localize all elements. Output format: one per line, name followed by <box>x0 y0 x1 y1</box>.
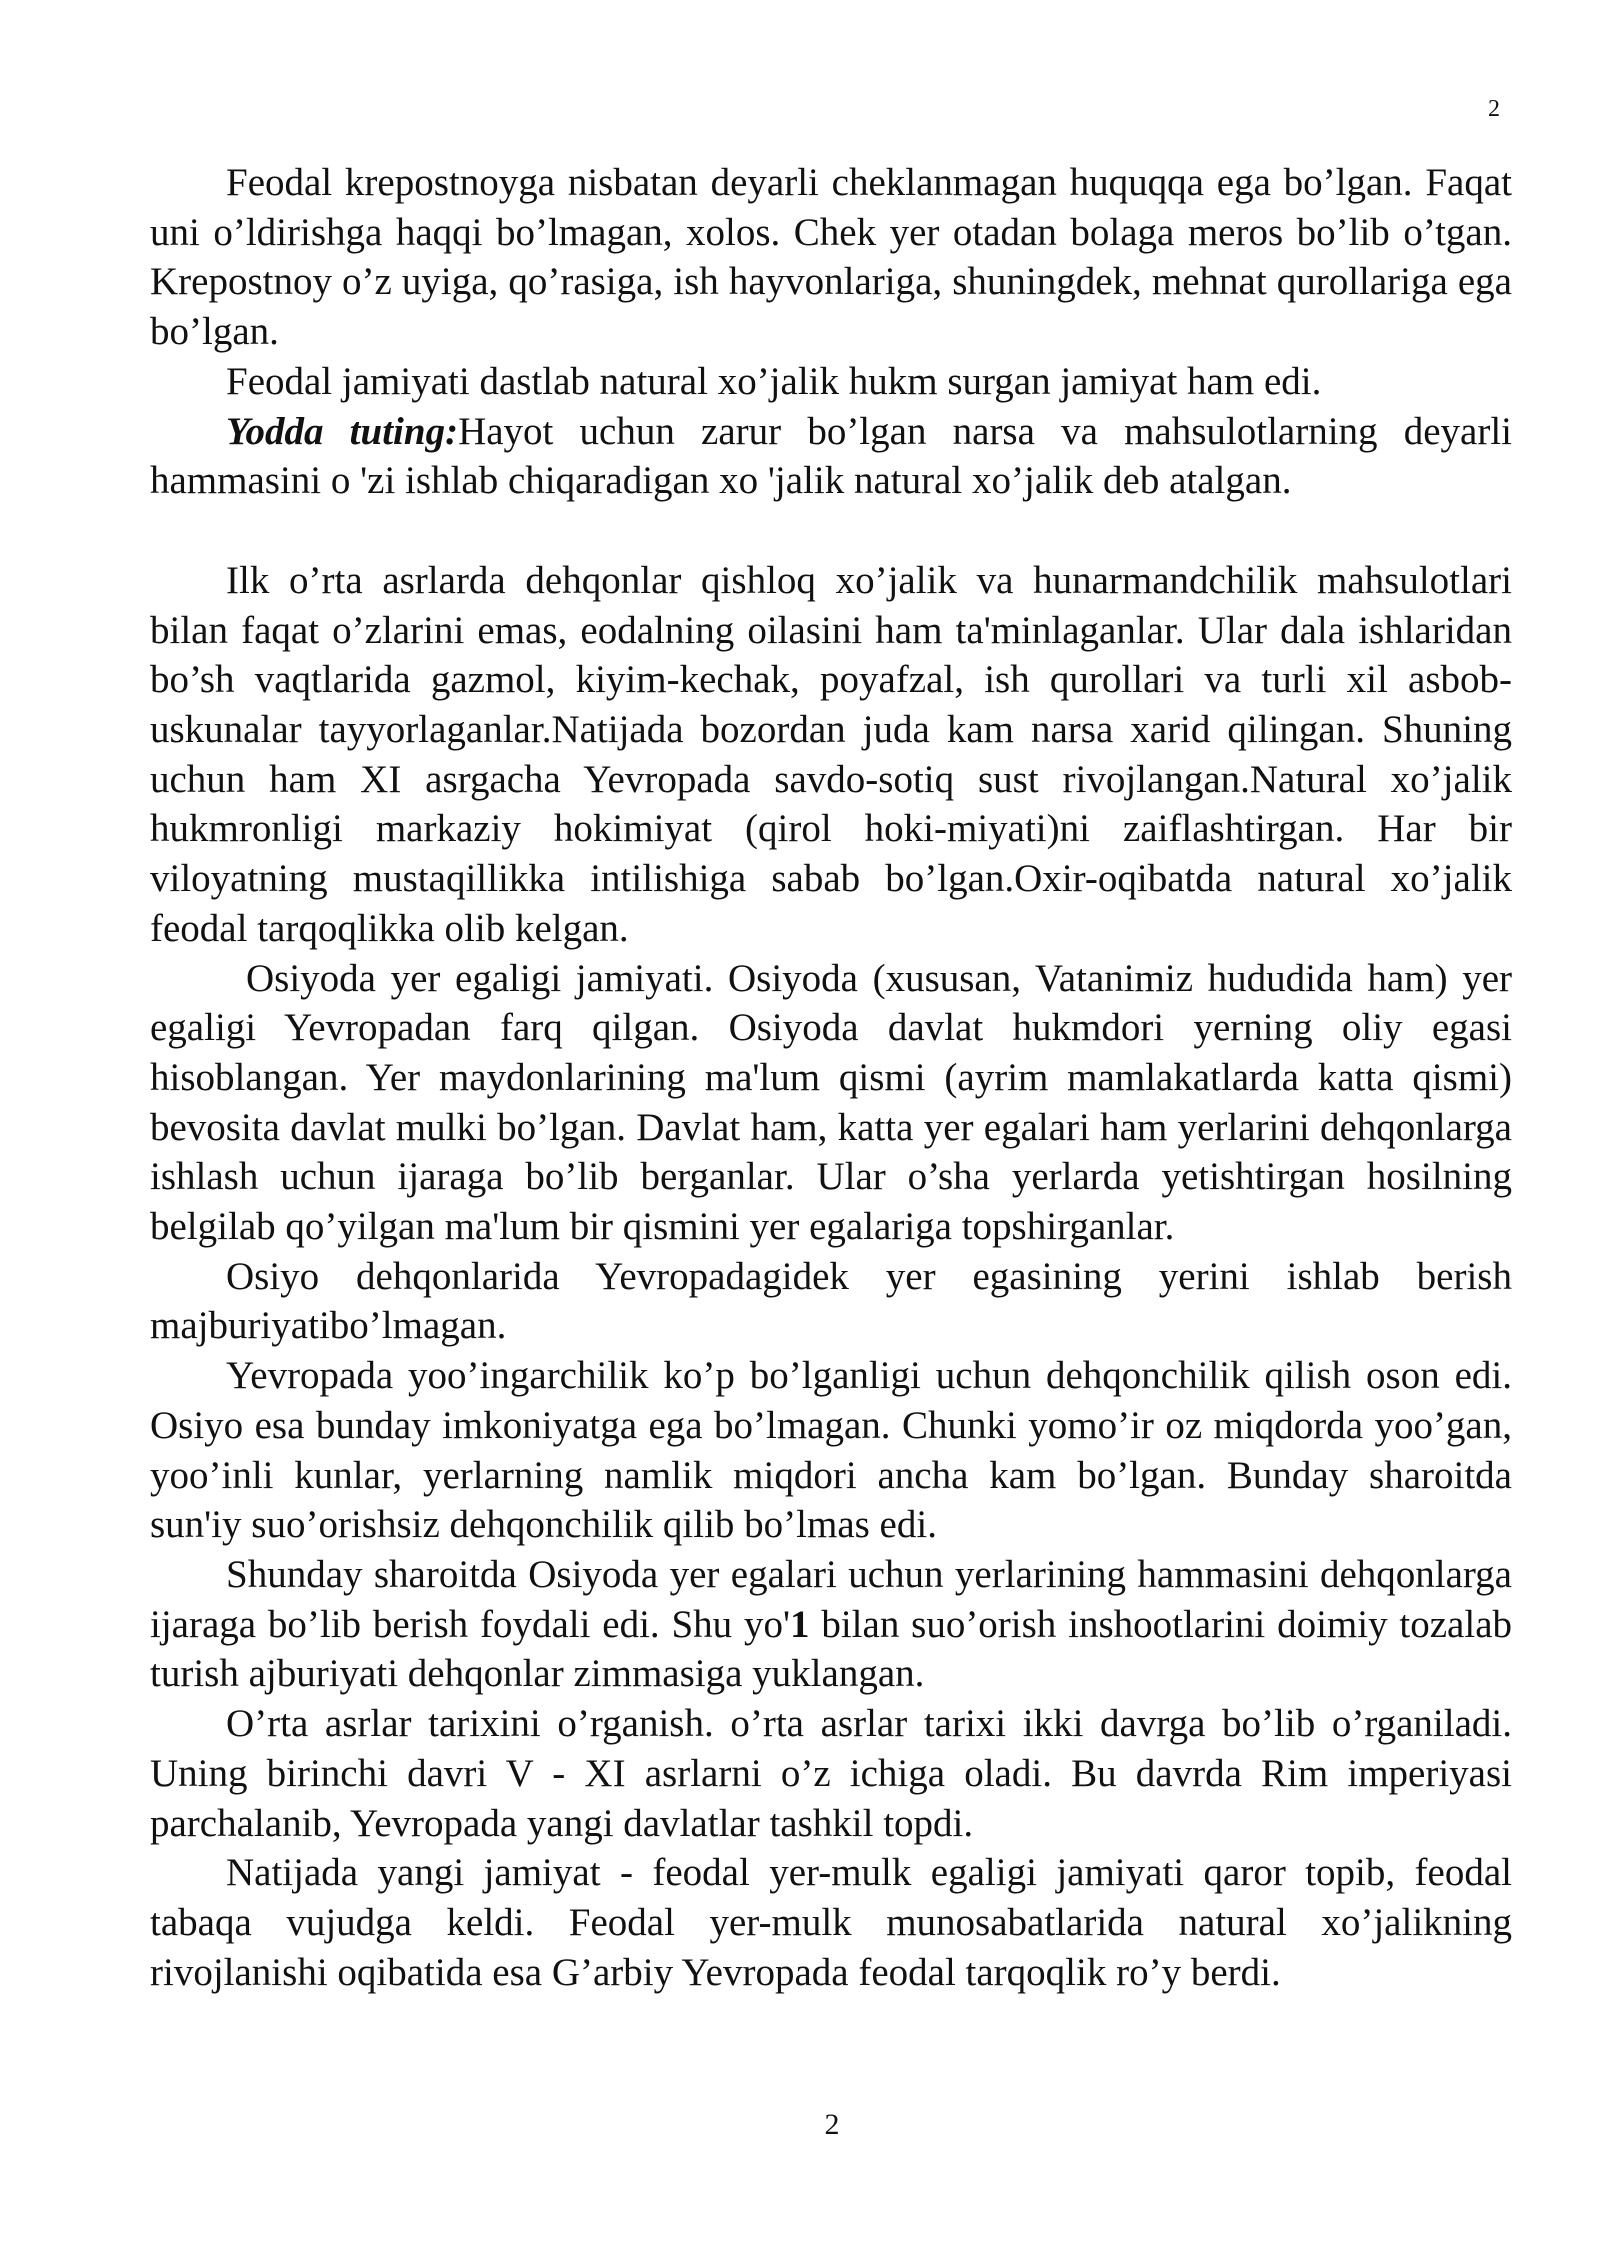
page-number-bottom: 2 <box>824 2108 840 2141</box>
paragraph-text: bilan suo’orish inshootlarini doimiy tozalab turish ajburiyati dehqonlar zimmasiga yuklangan. <box>150 1602 1513 1696</box>
paragraph: Osiyo dehqonlarida Yevropadagidek yer egasining yerini ishlab berish majburiyatibo’lmagan. <box>150 1254 1512 1348</box>
bold-digit: 1 <box>790 1602 810 1646</box>
section-paragraph: Osiyoda yer egaligi jamiyati. Osiyoda (xususan, Vatanimiz hududida ham) yer egaligi Yevropadan farq qilgan. Osiyoda davlat hukmdori yerning oliy egasi hisoblangan. Yer maydonlarining ma'lum qismi (ayrim mamlakatlarda katta qismi) bevosita davlat mulki bo’lgan. Davlat ham, katta yer egalari ham yerlarini dehqonlarga ishlash uchun ijaraga bo’lib berganlar. Ular o’sha yerlarda yetishtirgan hosilning belgilab qo’yilgan ma'lum bir qismini yer egalariga topshirganlar. <box>150 956 1512 1249</box>
paragraph: Feodal krepostnoyga nisbatan deyarli cheklanmagan huquqqa ega bo’lgan. Faqat uni o’ldirishga haqqi bo’lmagan, xolos. Chek yer otadan bolaga meros bo’lib o’tgan. Krepostnoy o’z uyiga, qo’rasiga, ish hayvonlariga, shuningdek, mehnat qurollariga ega bo’lgan. <box>150 161 1512 354</box>
paragraph: Ilk o’rta asrlarda dehqonlar qishloq xo’jalik va hunarmandchilik mahsulotlari bilan faqat o’zlarini emas, eodalning oilasini ham ta'minlaganlar. Ular dala ishlaridan bo’sh vaqtlarida gazmol, kiyim-kechak, poyafzal, ish qurollari va turli xil asbob-uskunalar tayyorlaganlar.Natijada bozordan juda kam narsa xarid qilingan. Shuning uchun ham XI asrgacha Yevropada savdo-sotiq sust rivojlangan.Natural xo’jalik hukmronligi markaziy hokimiyat (qirol hoki-miyati)ni zaiflashtirgan. Har bir viloyatning mustaqillikka intilishiga sabab bo’lgan.Oxir-oqibatda natural xo’jalik feodal tarqoqlikka olib kelgan. <box>150 558 1512 950</box>
page-number-top: 2 <box>1488 96 1500 122</box>
paragraph <box>150 1550 1512 1699</box>
paragraph: Natijada yangi jamiyat - feodal yer-mulk egaligi jamiyati qaror topib, feodal tabaqa vujudga keldi. Feodal yer-mulk munosabatlarida natural xo’jalikning rivojlanishi oqibatida esa G’arbiy Yevropada feodal tarqoqlik ro’y berdi. <box>150 1851 1512 1994</box>
paragraph: Feodal jamiyati dastlab natural xo’jalik hukm surgan jamiyat ham edi. <box>226 359 1322 403</box>
section-paragraph: O’rta asrlar tarixini o’rganish. o’rta asrlar tarixi ikki davrga bo’lib o’rganiladi. Uning birinchi davri V - XI asrlarni o’z ichiga oladi. Bu davrda Rim imperiyasi parchalanib, Yevropada yangi davlatlar tashkil topdi. <box>150 1702 1512 1845</box>
paragraph-text: Shunday sharoitda Osiyoda yer egalari uchun yerlarining hammasini dehqonlarga ijaraga bo’lib berish foydali edi. Shu yo' <box>150 1552 1512 1646</box>
note-paragraph <box>150 407 1512 506</box>
note-text: Hayot uchun zarur bo’lgan narsa va mahsulotlarning deyarli hammasini o 'zi ishlab chiqaradigan xo 'jalik natural xo’jalik deb atalgan. <box>150 409 1513 503</box>
document-body <box>150 158 1512 1997</box>
paragraph: Yevropada yoo’ingarchilik ko’p bo’lganligi uchun dehqonchilik qilish oson edi. Osiyo esa bunday imkoniyatga ega bo’lmagan. Chunki yomo’ir oz miqdorda yoo’gan, yoo’inli kunlar, yerlarning namlik miqdori ancha kam bo’lgan. Bunday sharoitda sun'iy suo’orishsiz dehqonchilik qilib bo’lmas edi. <box>150 1354 1512 1547</box>
note-label: Yodda tuting: <box>226 409 459 453</box>
